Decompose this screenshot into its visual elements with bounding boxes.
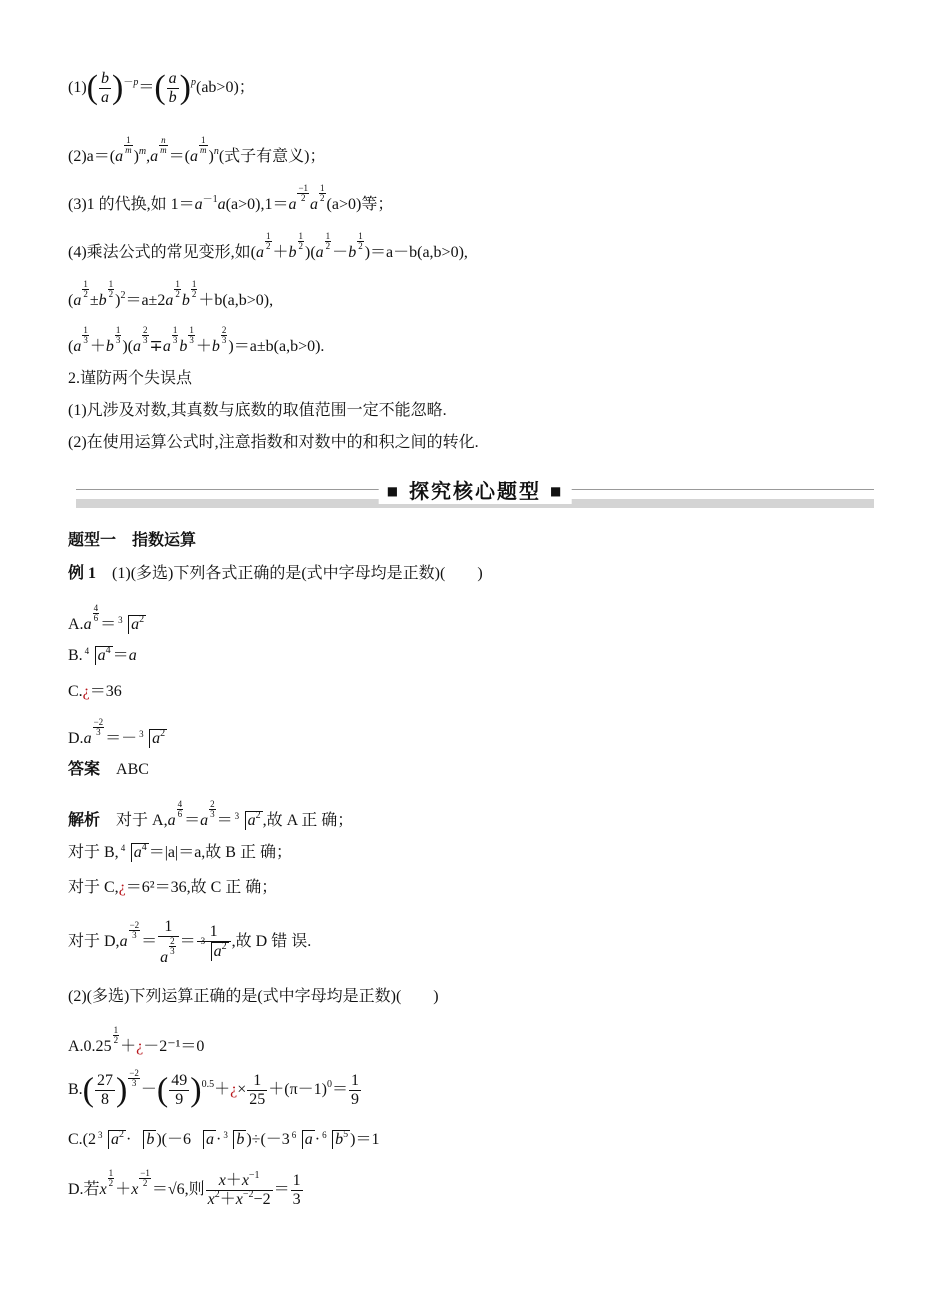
analysis-label: 解析 [68, 812, 101, 829]
option-value: ＝36 [89, 683, 122, 700]
option-d: D.a $\frac{-2}{3}$ ＝－ 3 $a^2$ [68, 718, 167, 750]
analysis-suffix: ＝|a|＝a,故 B 正 确； [148, 844, 292, 861]
answer-label: 答案 [68, 761, 101, 778]
analysis-d: 对于 D,a $\frac{-2}{3}$ ＝ 1 a $\frac{2}{3}$ ＝ 1 3 $a^2$ ,故 D 错 误. [68, 918, 312, 966]
radical-icon: b [133, 1129, 156, 1151]
type-heading: 题型一 指数运算 [68, 532, 197, 549]
formula-2: (2)a＝(a $\frac{1}{m}$ )$^m$,a $\frac{n}{m}$ ＝(a $\frac{1}{m}$ )$^n$(式子有意义)； [68, 135, 326, 165]
banner-dot-icon: ■ [549, 484, 564, 498]
radical-icon: 6 a [291, 1130, 313, 1148]
formula-tail: (式子有意义)； [218, 148, 326, 165]
radical-icon: 3 b [223, 1130, 245, 1148]
example-label: 例 1 [68, 565, 97, 582]
analysis-prefix: 对于 A, [116, 812, 168, 829]
formula-tail: ＝a±b(a,b>0). [233, 338, 325, 355]
option-label: A. [68, 616, 84, 633]
formula-4: (4)乘法公式的常见变形,如(a $\frac{1}{2}$ ＋b $\frac{1}{2}$ )(a $\frac{1}{2}$ －b $\frac{1}{2}$ )＝a－b(a,b>0), [68, 231, 468, 261]
option-label: B. [68, 1081, 83, 1098]
option-a: A.a $\frac{4}{6}$ ＝ 3 $a^2$ [68, 604, 146, 636]
answer-value: ABC [116, 761, 149, 778]
radical-icon: 3 $a^2$ [118, 614, 145, 633]
radical-icon: 3 $a^2$ [234, 810, 261, 829]
formula-tail: ＝a±2 [125, 292, 166, 309]
radical-icon: a [193, 1129, 216, 1151]
formula-text: (3)1 的代换,如 1＝ [68, 196, 195, 213]
example1-question2: (2)(多选)下列运算正确的是(式中字母均是正数)( ) [68, 988, 439, 1005]
radical-icon: 3 $a^2$ [139, 728, 166, 747]
formula-label: (2)a＝ [68, 148, 110, 165]
analysis-prefix: 对于 D, [68, 932, 120, 950]
formula-label: (4)乘法公式的常见变形,如 [68, 244, 251, 261]
option-tail: －2⁻¹＝0 [143, 1038, 205, 1055]
banner-title [379, 478, 572, 504]
radical-icon: 3 $a^2$ [98, 1129, 124, 1148]
section2-item-1: (1)凡涉及对数,其真数与底数的取值范围一定不能忽略. [68, 402, 447, 419]
analysis-a: 解析 对于 A,a $\frac{4}{6}$ ＝a $\frac{2}{3}$ ＝ 3 $a^2$ ,故 A 正 确； [68, 800, 353, 832]
analysis-b [68, 842, 292, 864]
option-tail: )＝1 [350, 1131, 380, 1148]
analysis-suffix: ,故 D 错 误. [231, 932, 312, 950]
option-label: C. [68, 683, 83, 700]
formula-label: (1) [68, 78, 87, 96]
formula-6: (a $\frac{1}{3}$ ＋b $\frac{1}{3}$ )(a $\frac{2}{3}$ ∓a $\frac{1}{3}$ b $\frac{1}{3}$ ＋b $\frac{2}{3}$ )＝a±b(a,b>0). [68, 325, 325, 355]
formula-tail: (ab>0)； [195, 78, 255, 96]
question-text: (1)(多选)下列各式正确的是(式中字母均是正数)( ) [112, 565, 483, 582]
analysis-prefix: 对于 C, [68, 879, 119, 896]
option-label: B. [68, 647, 83, 664]
q2-option-a: A.0.25 $\frac{1}{2}$ ＋¿－2⁻¹＝0 [68, 1025, 205, 1055]
q2-option-d: D.若x $\frac{1}{2}$ ＋x $\frac{-1}{2}$ ＝√6,则 $\frac{x+x^{-1}}{x^2+x^{-2}-2}$ ＝ $\frac{1}{3}$ [68, 1168, 301, 1208]
q2-option-b: B.( $\frac{27}{8}$ ) $\frac{-2}{3}$ －( $\frac{49}{9}$ )$^{0.5}$＋¿× $\frac{1}{25}$ $+(\pi-1)^0=$ $\frac{1}{9}$ [68, 1068, 359, 1109]
formula-tail: ＝a－b(a,b>0), [370, 244, 468, 261]
q2-option-c: C.(2 3 $a^2$ · b )(－6 a · 3 b )÷(－3 6 a · 6 $b^5$ )＝1 [68, 1129, 379, 1151]
radical-icon: 4 $a^4$ [84, 645, 111, 664]
option-mid: ＝√6,则 [151, 1181, 205, 1198]
formula-1: (1)( $\frac{b}{a}$ )$^{-p}$＝( $\frac{a}{b}$ )$^p$(ab>0)； [68, 69, 255, 107]
formula-mid: (a>0),1＝ [225, 196, 289, 213]
banner-dot-icon: ■ [386, 484, 401, 498]
analysis-suffix: ,故 A 正 确； [262, 812, 354, 829]
missing-glyph: ¿ [136, 1038, 144, 1055]
missing-glyph: ¿ [118, 879, 126, 896]
section2-item-2: (2)在使用运算公式时,注意指数和对数中的和积之间的转化. [68, 434, 479, 451]
option-label: C.(2 [68, 1131, 96, 1148]
section-banner [76, 478, 874, 508]
formula-5: (a $\frac{1}{2}$ ±b $\frac{1}{2}$ )$^2$＝a±2a $\frac{1}{2}$ b $\frac{1}{2}$ ＋b(a,b>0), [68, 279, 274, 309]
option-label: A.0.2 [68, 1038, 104, 1055]
banner-title-text: 探究核心题型 [409, 479, 541, 503]
analysis-suffix: ＝6²＝36,故 C 正 确； [125, 879, 278, 896]
section2-heading: 2.谨防两个失误点 [68, 370, 193, 387]
radical-icon: 4 $a^4$ [120, 842, 147, 861]
option-label: D. [68, 730, 84, 747]
formula-tail: (a>0)等； [326, 196, 394, 213]
missing-glyph: ¿ [82, 683, 90, 700]
example1-question1 [68, 563, 483, 585]
formula-3: (3)1 的代换,如 $1=a^{-1}a(a>0),1=a$ $\frac{-1}{2}$ a $\frac{1}{2}$ (a>0)等； [68, 183, 394, 213]
option-c [68, 681, 122, 703]
formula-end: ＋b(a,b>0), [198, 292, 274, 309]
radical-icon: 3 $a^2$ [200, 935, 227, 960]
option-label: D.若 [68, 1181, 100, 1198]
missing-glyph: ¿ [230, 1081, 238, 1098]
answer [68, 759, 149, 781]
analysis-c [68, 877, 277, 899]
analysis-prefix: 对于 B, [68, 844, 119, 861]
radical-icon: 6 $b^5$ [322, 1129, 349, 1148]
option-b: B. 4 $a^4 =a$ [68, 645, 137, 667]
